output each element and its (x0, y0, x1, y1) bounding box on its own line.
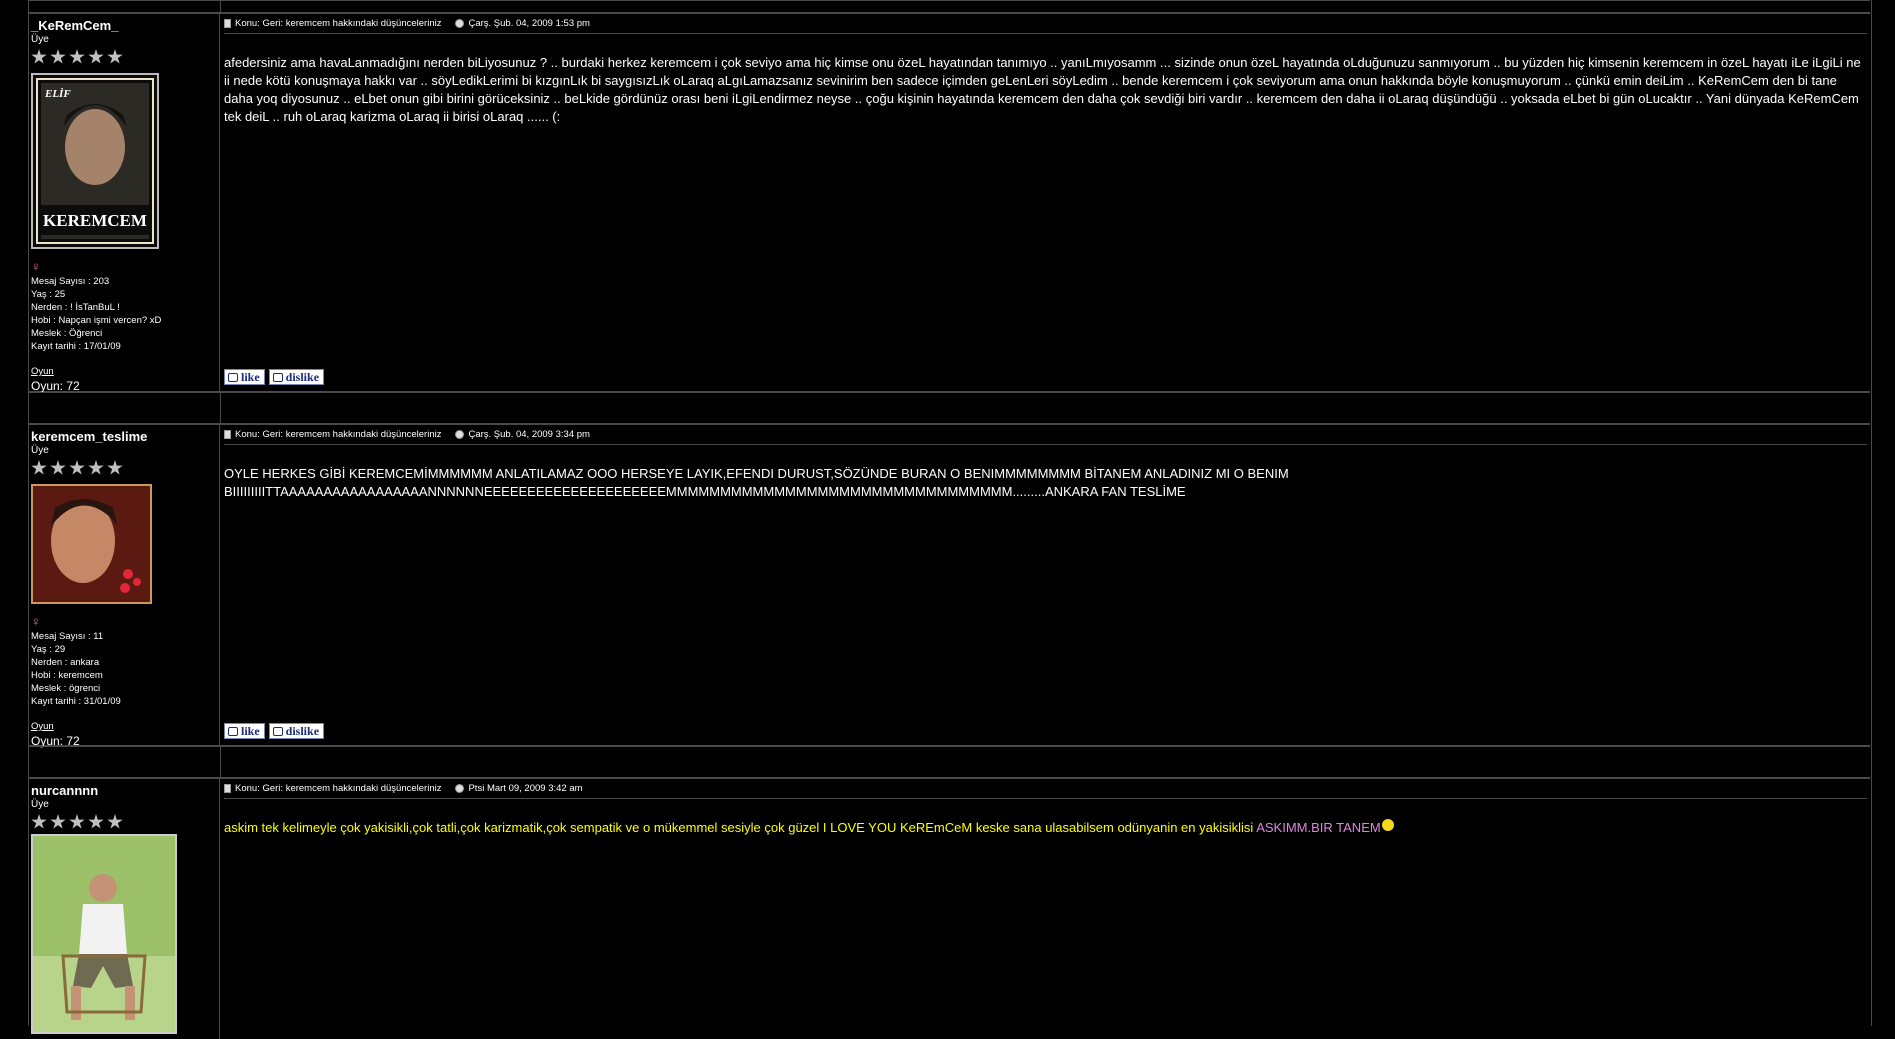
post-1 (28, 13, 1870, 392)
post-author-panel (28, 425, 220, 748)
like-button[interactable]: like (224, 723, 265, 739)
female-icon: ♀ (31, 614, 41, 629)
post-subject: Konu: Geri: keremcem hakkındaki düşünceleriniz (235, 429, 442, 440)
star-icon (31, 814, 47, 830)
star-icon (31, 460, 47, 476)
rank-label: Üye (31, 34, 49, 45)
star-icon (107, 460, 123, 476)
star-icon (50, 49, 66, 65)
post-header (224, 18, 1867, 34)
clock-icon (455, 430, 464, 439)
post-icon[interactable] (224, 430, 231, 439)
post-message: OYLE HERKES GİBİ KEREMCEMİMMMMMM ANLATILAMAZ OOO HERSEYE LAYIK,EFENDI DURUST,SÖZÜNDE BURAN O BENIMMMMMMMM BİTANEM ANLADINIZ MI O BENIM BIIIIIIIIITTAAAAAAAAAAAAAAAAANNNNNNEEEEEEEEEEEEEEEEEEEEEMMMMMMMMMMMMMMMMMMMMMMMMMMMMMMMM.........ANKARA FAN TESLİME (224, 466, 1289, 499)
occupation: Meslek : Öğrenci (31, 328, 103, 339)
star-icon (31, 49, 47, 65)
smiley-icon (1382, 819, 1394, 831)
like-button[interactable]: like (224, 369, 265, 385)
rank-label: Üye (31, 799, 49, 810)
message-count: Mesaj Sayısı : 203 (31, 276, 110, 287)
message-pink-text: ASKIMM.BIR TANEM (1256, 820, 1381, 835)
rank-stars (31, 460, 216, 478)
post-3 (28, 778, 1870, 1039)
hobby: Hobi : keremcem (31, 670, 103, 681)
star-icon (69, 460, 85, 476)
post-icon[interactable] (224, 784, 231, 793)
star-icon (50, 460, 66, 476)
join-date: Kayıt tarihi : 31/01/09 (31, 696, 121, 707)
post-content (221, 425, 1870, 745)
post-2 (28, 424, 1870, 746)
profile-info (31, 275, 216, 353)
message-count: Mesaj Sayısı : 11 (31, 631, 104, 642)
avatar (31, 834, 177, 1034)
oyun-link[interactable]: Oyun (31, 366, 54, 377)
post-message (224, 819, 1867, 837)
location: Nerden : ! İsTanBuL ! (31, 302, 120, 313)
join-date: Kayıt tarihi : 17/01/09 (31, 341, 121, 352)
star-icon (107, 49, 123, 65)
post-subject: Konu: Geri: keremcem hakkındaki düşünceleriniz (235, 18, 442, 29)
rank-stars (31, 49, 216, 67)
post-date: Ptsi Mart 09, 2009 3:42 am (468, 783, 583, 794)
username[interactable]: _KeRemCem_ (31, 18, 119, 33)
avatar-caption: KEREMCEM (43, 211, 147, 230)
post-message: afedersiniz ama havaLanmadığını nerden biLiyosunuz ? .. burdaki herkez keremcem i çok seviyo ama hiç kimse onu özeL hayatından tanımıyo .. yanıLmıyosamm ... sizinde onun özeL hayatında oLduğunuzu sanmıyorum .. bu yüzden hiç kimsenin keremcem in özeL hayatı iLe iLgiLi ne ii nede kötü konuşmaya hakkı var .. söyLedikLerimi bi kızgınLık bi saygısızLık oLaraq aLgıLamazsanız sevinirim ben sadece içimden geLenLeri söyLedim .. bende keremcem i çok seviyorum ama onun hakkında böyle konuşmuyorum .. çünkü emin deiLim .. KeRemCem den bi tane daha yoq diyosunuz .. eLbet onun gibi birini görüceksiniz .. beLkide gördünüz orası beni iLgiLendirmez neyse .. çoğu kişinin hayatında keremcem den daha çok sevdiği biri vardır .. keremcem den daha ii oLaraq düşündüğü .. yoksada eLbet bi gün oLucaktır .. Yani dünyada KeRemCem tek deiL .. ruh oLaraq karizma oLaraq ii birisi oLaraq ...... (: (224, 55, 1861, 124)
thumbs-up-icon (228, 727, 238, 736)
vote-buttons (224, 723, 324, 739)
message-yellow-text: askim tek kelimeyle çok yakisikli,çok tatli,çok karizmatik,çok sempatik ve o mükemmel sesiyle çok güzel I LOVE YOU KeREmCeM keske sana ulasabilsem odünyanin en yakisiklisi (224, 820, 1254, 835)
post-date: Çarş. Şub. 04, 2009 3:34 pm (468, 429, 590, 440)
spacer-row (28, 392, 1870, 424)
profile-info (31, 630, 216, 708)
star-icon (88, 460, 104, 476)
thumbs-down-icon (273, 373, 283, 382)
oyun-count: Oyun: 72 (31, 734, 80, 748)
post-content (221, 779, 1870, 1039)
rank-stars (31, 814, 216, 832)
occupation: Meslek : ögrenci (31, 683, 101, 694)
oyun-count: Oyun: 72 (31, 379, 80, 393)
post-header (224, 429, 1867, 445)
star-icon (88, 49, 104, 65)
post-author-panel (28, 14, 220, 391)
clock-icon (455, 784, 464, 793)
post-content (221, 14, 1870, 391)
vote-buttons (224, 369, 324, 385)
dislike-button[interactable]: dislike (269, 723, 324, 739)
thumbs-down-icon (273, 727, 283, 736)
star-icon (107, 814, 123, 830)
avatar-corner-text: ELİF (45, 88, 71, 100)
username[interactable]: keremcem_teslime (31, 429, 148, 444)
oyun-link[interactable]: Oyun (31, 721, 54, 732)
post-date: Çarş. Şub. 04, 2009 1:53 pm (468, 18, 590, 29)
star-icon (50, 814, 66, 830)
age: Yaş : 29 (31, 644, 66, 655)
username[interactable]: nurcannnn (31, 783, 99, 798)
post-icon[interactable] (224, 19, 231, 28)
female-icon: ♀ (31, 259, 41, 274)
post-author-panel (28, 779, 220, 1039)
rank-label: Üye (31, 445, 49, 456)
spacer-row (28, 746, 1870, 778)
post-subject: Konu: Geri: keremcem hakkındaki düşünceleriniz (235, 783, 442, 794)
dislike-button[interactable]: dislike (269, 369, 324, 385)
avatar-image (33, 836, 175, 1032)
age: Yaş : 25 (31, 289, 66, 300)
avatar-image (33, 486, 150, 602)
star-icon (69, 49, 85, 65)
post-header (224, 783, 1867, 799)
location: Nerden : ankara (31, 657, 100, 668)
avatar-image (33, 75, 157, 247)
star-icon (69, 814, 85, 830)
hobby: Hobi : Napçan işmi vercen? xD (31, 315, 162, 326)
star-icon (88, 814, 104, 830)
avatar (31, 73, 159, 249)
clock-icon (455, 19, 464, 28)
thumbs-up-icon (228, 373, 238, 382)
spacer-row (28, 0, 1870, 13)
avatar (31, 484, 152, 604)
